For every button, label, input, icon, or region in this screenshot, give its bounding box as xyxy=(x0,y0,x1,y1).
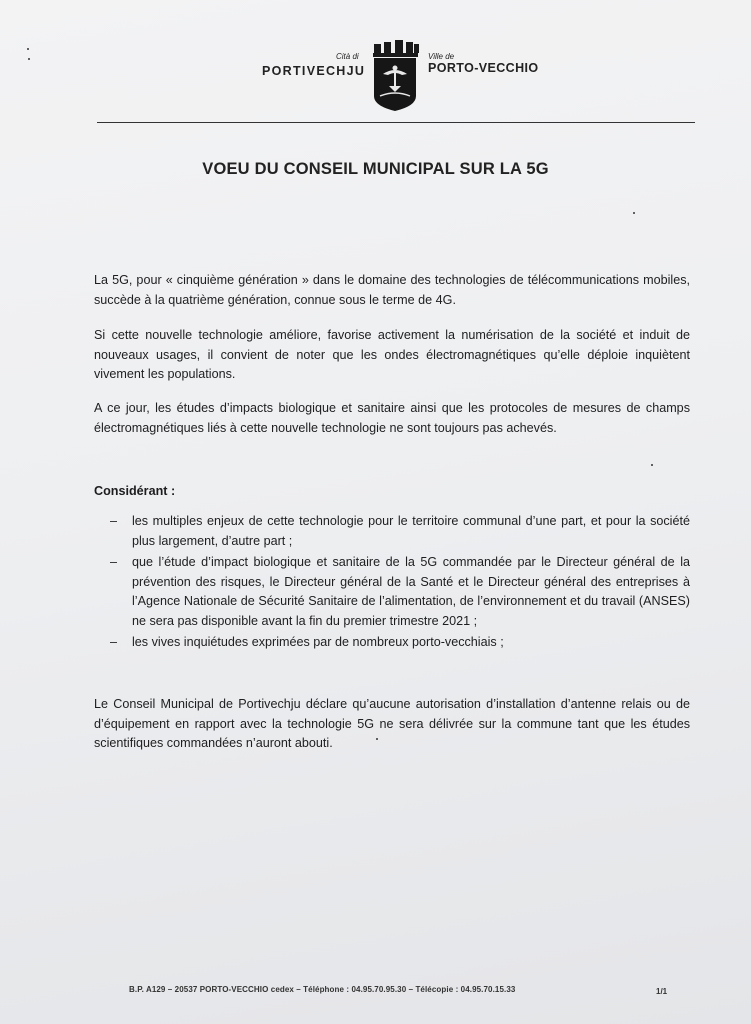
paragraph-studies: A ce jour, les études d’impacts biologique et sanitaire ainsi que les protocoles de mesures de champs électromagnétiques liés à cette nouvelle technologie ne sont toujours pas achevés. xyxy=(94,401,690,435)
list-item-text: les multiples enjeux de cette technologie pour le territoire communal d’une part, et pour la société plus largement, d’autre part ; xyxy=(132,514,690,548)
letterhead xyxy=(262,40,562,112)
paragraph-intro: La 5G, pour « cinquième génération » dans le domaine des technologies de télécommunications mobiles, succède à la quatrième génération, connue sous le terme de 4G. xyxy=(94,273,690,307)
dash-bullet: – xyxy=(110,555,118,569)
page-number: 1/1 xyxy=(656,987,668,996)
city-prefix-french: Ville de xyxy=(428,52,455,61)
header-divider xyxy=(97,122,695,123)
scan-speck xyxy=(28,58,30,60)
city-label-french: PORTO-VECCHIO xyxy=(428,61,539,75)
city-name-french xyxy=(428,52,539,75)
dash-bullet: – xyxy=(110,635,118,649)
list-item xyxy=(110,553,690,631)
considerant-heading: Considérant : xyxy=(94,484,176,498)
declaration-paragraph: Le Conseil Municipal de Portivechju déclare qu’aucune autorisation d’installation d’antenne relais ou de d’équipement en rapport avec la technologie 5G ne sera délivrée sur la commune tant que les études scientifiques commandées n’auront abouti. xyxy=(94,697,690,750)
scan-speck xyxy=(651,464,653,466)
city-name-corsican xyxy=(262,52,366,78)
scan-speck xyxy=(633,212,635,214)
list-item-text: les vives inquiétudes exprimées par de nombreux porto-vecchiais ; xyxy=(132,635,504,649)
list-item-text: que l’étude d’impact biologique et sanitaire de la 5G commandée par le Directeur général de la prévention des risques, le Directeur général de la Santé et le Directeur général des entreprises à l’Agence Nationale de Sécurité Sanitaire de l’alimentation, de l’environnement et du travail (ANSES) ne sera pas disponible avant la fin du premier trimestre 2021 ; xyxy=(132,555,690,628)
city-label-corsican: PORTIVECHJU xyxy=(262,64,366,78)
city-prefix-corsican: Cità di xyxy=(336,52,359,61)
city-crest-icon xyxy=(370,40,420,112)
paragraph-concerns: Si cette nouvelle technologie améliore, favorise activement la numérisation de la société et induit de nouveaux usages, il convient de noter que les ondes électromagnétiques qu’elle déploie inquiètent vivement les populations. xyxy=(94,328,690,381)
dash-bullet: – xyxy=(110,514,118,528)
document-title: VOEU DU CONSEIL MUNICIPAL SUR LA 5G xyxy=(202,160,549,178)
list-item xyxy=(110,633,690,653)
footer-address: B.P. A129 – 20537 PORTO-VECCHIO cedex – Téléphone : 04.95.70.95.30 – Télécopie : 04.95.70.15.33 xyxy=(129,985,516,994)
list-item xyxy=(110,512,690,551)
considerant-list xyxy=(110,512,690,653)
scan-speck xyxy=(27,48,29,50)
